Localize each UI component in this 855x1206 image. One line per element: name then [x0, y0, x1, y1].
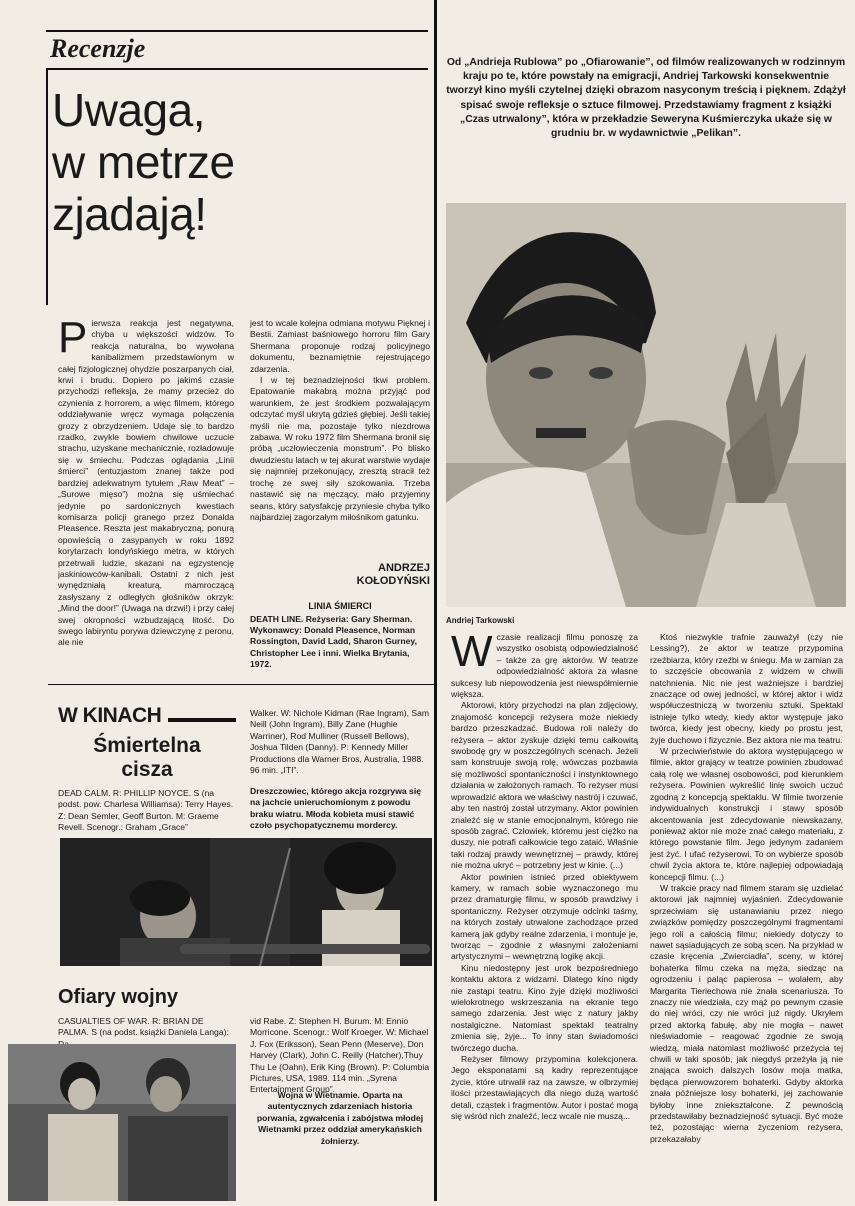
- tarkovsky-intro: [446, 56, 846, 158]
- essay-col1-p5: Reżyser filmowy przypomina kolekcjonera. Jego eksponatami są kadry reprezentujące życie, które utrwalił raz na zawsze, w olbrzymiej ilości przestawiających dla niego dużą wartość detali, cząstek i fragmentów. Autor i postać mogą się wśród nich znaleźć, lecz wcale nie muszą...: [451, 1054, 638, 1122]
- review-text-1: ierwsza reakcja jest negatywna, chyba u większości widzów. To reakcja naturalna, bo wywołana kanibalizmem przedstawionym w całej fizjologicznej ohydzie poszarpanych ciał, krwi i brudu. Dopiero po jakimś czasie przychodzi refleksja, że mamy przecież do czynienia z horrorem, a więc filmem, którego oddziaływanie wręcz wymaga połączenia grozy z obrzydzeniem. Udaje się to bardzo rzadko, zwykle bowiem chwilowe uczucie strachu, uzyskane mechanicznie, rozładowuje się w śmiechu. Podczas oglądania „Linii śmierci” (entuzjastom znanej także pod bardziej adekwatnym tytułem „Raw Meat” – „Surowe mięso”) można się uśmiechać jedynie po sardonicznych kwestiach komisarza policji granego przez Donalda Pleasence. Reszta jest makabryczną, ponurą opowieścią o zasypanych w roku 1892 korytarzach londyńskiego metra, w których przetrwali ludzie, skazani na egzystencję jaskiniowców-kanibali. Ostatni z nich jest wynędzniałą kreaturą, mamroczącą zasłyszany z odległych głośników okrzyk: „Mind the door!” (Uwaga na drzwi!) i przy całej swej okropności wzbudzającą litość. Do swego labiryntu porywa dziewczynę z peronu, ale nie: [58, 318, 234, 648]
- review-bottom-rule: [48, 684, 434, 685]
- essay-col1-p1: czasie realizacji filmu ponoszę za wszystko osobistą odpowiedzialność – także za grę aktorów. W teatrze odpowiedzialność aktora za własne sukcesy lub niepowodzenia jest niewspółmiernie większa.: [451, 632, 638, 700]
- essay-col2-p3: W trakcie pracy nad filmem staram się uzdielać aktorowi jak najmniej wyjaśnień. Zdecydowanie sprzeciwiam się ustanawianiu przez niego związków pomiędzy poszczególnymi fragmentami jego roli a całością filmu; niekiedy dotyczy to nawet sąsiadujących ze sobą scen. Na przykład w czasie kręcenia „Zwierciadła”, sceny, w której bohaterka filmu czeka na męża, siedząc na ogrodzeniu i paląc papierosa – wolałem, aby Margarita Tieriechowa nie znała scenariusza. To znaczy nie wiedziała, czy mąż po pewnym czasie do niej wróci, czy nie wróci już nigdy. Ukryłem przed aktorką fabułę, aby nie mogła – nawet nieświadomie – reagować zgodnie ze swoją wiedzą, miała natomiast możliwość przeżycia tej chwili w taki sposób, jak niegdyś przeżyła ją nie znająca swoich dalszych losów moja matka, będąca pierwowzorem bohaterki. Gdyby aktorka znała późniejsze losy bohaterki, jej zachowanie byłoby inne zniekształcone. Z pewnością przedstawiłaby beznadziejność sytuacji. Być może też, pozostając wierna życzeniom reżysera, przekazałaby: [650, 882, 843, 1144]
- kinach-bar: [168, 718, 236, 722]
- credits-title: LINIA ŚMIERCI: [308, 601, 372, 611]
- essay-col1-p3: Aktor powinien istnieć przed obiektywem kamery, w ramach sobie wyznaczonego mu przez dramaturgię filmu, w sposób prawdziwy i spontaniczny. Reżyser otrzymuje odcinki taśmy, na których zostały utrwalone zachodzące przed kamerą jak gdyby realne zdarzenia, i montuje je, tworząc – zgodnie z własnymi założeniami artystycznymi – wewnętrzną logikę akcji.: [451, 871, 638, 962]
- essay-dropcap: W: [451, 627, 493, 676]
- film1-title-line-1: Śmiertelna: [93, 734, 201, 757]
- film2-title: Ofiary wojny: [58, 986, 179, 1008]
- top-left-rule: [46, 30, 428, 32]
- kinach-heading: [58, 704, 161, 728]
- review-column-1: [58, 313, 234, 676]
- review-text-2b: I w tej beznadziejności tkwi problem. Epatowanie makabrą można przyjąć pod warunkiem, że jest środkiem pozwalającym odczytać myśl ukrytą gdzieś głębiej. Jeśli takiej myśli nie ma, pozostaje tylko niezdrowa zabawa. W roku 1972 film Shermana bronił się próbą „uczłowieczenia monstrum”. Po blisko dwudziestu latach w tej akurat warstwie wydaje się najmniej przekonujący, zresztą stracił też trochę ze swej siły szokowania. Trzeba nastawić się na męczący, mało przyjemny seans, który satysfakcję przyniesie chyba tylko najbardziej zagorzałym miłośnikom gatunku.: [250, 375, 430, 522]
- film2-credits-a: [58, 1016, 236, 1042]
- essay-col2-p1: Ktoś niezwykle trafnie zauważył (czy nie Lessing?), że aktor w teatrze przypomina rzeźbiarza, który rzeźbi w śniegu. Ma w zamian za to szczęście obcowania z widzem w chwili natchnienia. Nic nie jest ważniejsze i bardziej znaczące od owej jedności, w której aktor i widz współuczestniczą w tworzeniu sztuki. Spektakl istnieje tylko wtedy, kiedy aktor występuje jako twórca, kiedy jest obecny, kiedy po prostu jest, żyje duchowo i fizycznie. Bez aktora nie ma teatru.: [650, 632, 843, 745]
- essay-column-1: [451, 627, 638, 1156]
- dead-calm-photo-art: [60, 838, 432, 966]
- review-dropcap: P: [58, 313, 88, 362]
- author-line-1: ANDRZEJ: [378, 562, 430, 574]
- headline-line-2: w metrze: [52, 136, 235, 188]
- essay-col1-p2: Aktorowi, który przychodzi na plan zdjęciowy, znajomość koncepcji reżysera może niekiedy bardzo przeszkadzać. Budowa roli należy do reżysera – aktor zyskuje dzięki temu całkowitą swobodę gry w poszczególnych scenach. Jeżeli sam konstruuje swoją rolę, wówczas pozbawia się możliwości spontaniczności i instynktownego działania w założonych ramach. To reżyser musi wprowadzić aktora we właściwy nastrój i czuwać, aby ten nastrój został utrzymany. Aktor powinien znaleźć się w stanie emocjonalnym, którego nie sposób zagrać. Człowiek, któremu jest ciężko na duszy, nie potrafi całkowicie tego zataić. Właśnie taki rodzaj prawdy wewnętrznej – prawdy, której nie można ukryć – potrzebny jest w kinie. (...): [451, 700, 638, 871]
- author-signature: [250, 562, 430, 588]
- film1-credits-b-text: Walker. W: Nichole Kidman (Rae Ingram), Sam Neill (John Ingram), Billy Zane (Hughie Warriner), Rod Mulliner (Russell Bellows), Joshua Tilden (Danny). P: Kennedy Miller Productions dla Warner Bros, Australia, 1988. 96 min. „ITI”.: [250, 708, 430, 776]
- film1-title-line-2: cisza: [121, 758, 173, 781]
- tarkovsky-portrait-art: [446, 203, 846, 607]
- portrait-caption: Andriej Tarkowski: [446, 616, 515, 625]
- essay-column-2: [650, 632, 843, 1156]
- tarkovsky-portrait: [446, 203, 846, 607]
- film2-credits-a-text: CASUALTIES OF WAR. R: BRIAN DE PALMA. S (na podst. książki Daniela Langa):: [58, 1016, 229, 1038]
- film2-blurb-text: Wojna w Wietnamie. Oparta na autentycznych zdarzeniach historia porwania, zgwałcenia i zabójstwa młodej Wietnamki przez oddział amerykańskich żołnierzy.: [256, 1090, 424, 1146]
- film1-blurb-text: Dreszczowiec, którego akcja rozgrywa się na jachcie unieruchomionym z powodu braku wiatru. Młoda kobieta musi stawić czoło psychopatycznemu mordercy.: [250, 786, 421, 831]
- essay-col1-p4: Kinu niedostępny jest urok bezpośredniego kontaktu aktora z widzami. Dlatego kino nigdy nie zastąpi teatru. Kino żyje dzięki możliwości wielokrotnego wskrzeszania na ekranie tego samego zdarzenia. Jest więc z natury jakby nostalgiczne. Natomiast spektakl teatralny zmienia się, żyje... To inny stan świadomości twórczego ducha.: [451, 962, 638, 1053]
- film1-credits-a: [58, 788, 236, 836]
- film1-blurb: [250, 786, 430, 836]
- headline-line-3: zjadają!: [52, 188, 207, 240]
- film2-credits-b-text: vid Rabe. Z: Stephen H. Burum. M: Ennio Morricone. Scenogr.: Wolf Kroeger. W: Michael J. Fox (Eriksson), Sean Penn (Meserve), Don Harvey (Clark), John C. Reilly (Hatcher),Thuy Thu Le (Oahn), Erik King (Brown). P: Columbia Pictures, USA, 1989. 114 min. „Syrena Entertainment Group”.: [250, 1016, 430, 1095]
- kinach-label: W KINACH: [58, 704, 162, 727]
- casualties-photo-art: [8, 1044, 236, 1201]
- tarkovsky-intro-text: Od „Andrieja Rublowa” po „Ofiarowanie”, od filmów realizowanych w rodzinnym kraju po te, które powstały na emigracji, Andriej Tarkowski konsekwentnie tworzył kino myśli czytelnej dzięki obrazom nasyconym treścią i pięknem. Zdążył spisać swoje refleksje o sztuce filmowej. Przedstawiamy fragment z książki „Czas utrwalony”, która w przekładzie Seweryna Kuśmierczyka ukaże się w grudniu br. w wydawnictwie „Pelikan”.: [446, 57, 846, 140]
- review-column-2: [250, 318, 430, 576]
- author-line-2: KOŁODYŃSKI: [356, 575, 430, 587]
- section-label: Recenzje: [50, 34, 146, 63]
- film1-credits-b: [250, 708, 430, 778]
- film1-credits-a-text: DEAD CALM. R: PHILLIP NOYCE. S (na podst. pow. Charlesa Williamsa): Terry Hayes. Z: Dean Semler, Geoff Burton. M: Graeme Revell. Scenogr.: Graham „Grace”: [58, 788, 234, 833]
- left-margin-rule: [46, 70, 48, 305]
- essay-col2-p2: W przeciwieństwie do aktora występującego w filmie, aktor grający w teatrze powinien zbudować całą rolę we własnej osobowości, pod kierunkiem reżysera. Powinien wykreślić linię swoich uczuć zgodną z koncepcją spektaklu. W filmie tworzenie indywidualnych konstrukcji i stawy sposób akcentowania jest zdecydowanie niewskazany, ponieważ aktor nie może znać całego materiału, z którego powstanie film. Jego jedynym zadaniem jest żyć. I ufać reżyserowi. To on wybierze sposób chwil życia aktora te, które najlepiej odpowiadają koncepcji filmu. (...): [650, 746, 843, 882]
- section-rule: [46, 68, 428, 70]
- credits-text: DEATH LINE. Reżyseria: Gary Sherman. Wykonawcy: Donald Pleasence, Norman Rossington, David Ladd, Sharon Gurney, Christopher Lee i inni. Wielka Brytania, 1972.: [250, 614, 417, 669]
- casualties-of-war-photo: [8, 1044, 236, 1201]
- dead-calm-photo: [60, 838, 432, 966]
- film2-credits-b: [250, 1016, 430, 1095]
- page-title: [52, 84, 422, 240]
- headline-line-1: Uwaga,: [52, 84, 205, 136]
- review-text-2a: jest to wcale kolejna odmiana motywu Pięknej i Bestii. Zamiast baśniowego horroru film Gary Shermana proponuje rodzaj policyjnego dokumentu, beznamiętnie rejestrującego zdarzenia.: [250, 318, 430, 374]
- film2-blurb: [250, 1090, 430, 1152]
- center-divider: [434, 0, 437, 1201]
- credits-block: [250, 614, 430, 674]
- film1-title: [58, 734, 236, 782]
